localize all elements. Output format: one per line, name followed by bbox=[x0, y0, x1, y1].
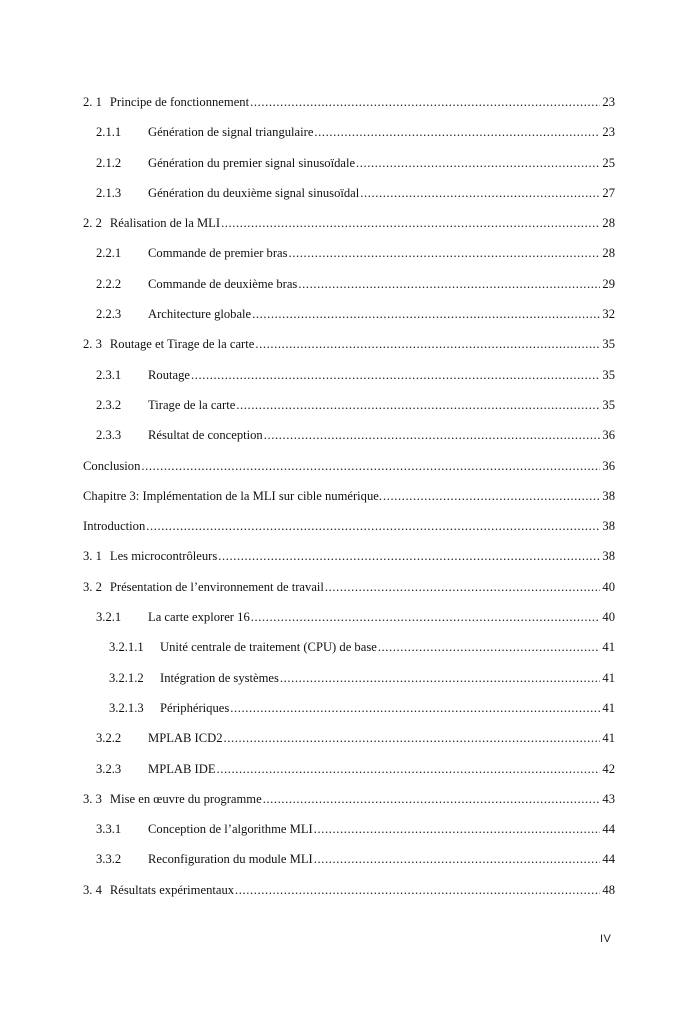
toc-dot-leader bbox=[383, 486, 600, 506]
toc-entry-title: Chapitre 3: Implémentation de la MLI sur cible numérique. bbox=[83, 488, 383, 503]
toc-dot-leader bbox=[255, 334, 600, 354]
toc-dot-leader bbox=[264, 425, 600, 445]
toc-dot-leader bbox=[298, 274, 600, 294]
toc-dot-leader bbox=[221, 213, 600, 233]
toc-entry-page: 36 bbox=[602, 428, 615, 443]
toc-entry-page: 42 bbox=[602, 761, 615, 776]
toc-entry-number: 2.1.1 bbox=[96, 125, 122, 140]
toc-entry[interactable] bbox=[83, 365, 615, 395]
toc-entry-page: 40 bbox=[602, 610, 615, 625]
toc-dot-leader bbox=[191, 365, 600, 385]
toc-entry[interactable] bbox=[83, 243, 615, 273]
toc-entry-number: 2.1.2 bbox=[96, 155, 122, 170]
toc-entry-title: Génération de signal triangulaire bbox=[148, 125, 314, 140]
toc-entry-number: 3. 4 bbox=[83, 882, 102, 897]
toc-dot-leader bbox=[146, 516, 600, 536]
toc-entry-page: 41 bbox=[602, 640, 615, 655]
toc-entry-page: 23 bbox=[602, 95, 615, 109]
toc-entry[interactable] bbox=[83, 92, 615, 122]
toc-entry-title: Routage et Tirage de la carte bbox=[109, 337, 255, 352]
toc-entry-title: MPLAB IDE bbox=[148, 761, 216, 776]
toc-entry-page: 27 bbox=[602, 185, 615, 200]
toc-entry[interactable] bbox=[83, 122, 615, 152]
toc-entry-page: 35 bbox=[602, 397, 615, 412]
toc-entry[interactable] bbox=[83, 213, 615, 243]
toc-entry-title: Résultat de conception bbox=[148, 428, 263, 443]
toc-entry-number: 2. 2 bbox=[83, 216, 102, 231]
toc-dot-leader bbox=[218, 546, 600, 566]
page-number: IV bbox=[600, 933, 612, 945]
toc-dot-leader bbox=[314, 122, 600, 142]
toc-entry-page: 32 bbox=[602, 307, 615, 322]
toc-entry[interactable] bbox=[83, 183, 615, 213]
toc-entry[interactable] bbox=[83, 789, 615, 819]
toc-entry-title: La carte explorer 16 bbox=[148, 610, 250, 625]
toc-entry-number: 2.1.3 bbox=[96, 185, 122, 200]
toc-entry[interactable] bbox=[83, 274, 615, 304]
toc-entry-number: 3.2.1.3 bbox=[109, 700, 144, 715]
toc-entry-title: Présentation de l’environnement de travail bbox=[109, 579, 324, 594]
toc-entry-page: 38 bbox=[602, 549, 615, 564]
toc-dot-leader bbox=[252, 304, 600, 324]
toc-entry-page: 44 bbox=[602, 822, 615, 837]
toc-entry[interactable] bbox=[83, 334, 615, 364]
toc-entry-number: 3.2.2 bbox=[96, 731, 122, 746]
toc-entry[interactable] bbox=[83, 153, 615, 183]
toc-dot-leader bbox=[236, 395, 600, 415]
toc-dot-leader bbox=[280, 668, 600, 688]
toc-entry-number: 3. 2 bbox=[83, 579, 102, 594]
toc-entry-number: 2.3.2 bbox=[96, 397, 122, 412]
toc-entry-title: Tirage de la carte bbox=[148, 397, 236, 412]
toc-dot-leader bbox=[263, 789, 600, 809]
toc-entry-title: Unité centrale de traitement (CPU) de base bbox=[160, 640, 377, 655]
toc-entry[interactable] bbox=[83, 637, 615, 667]
toc-entry[interactable] bbox=[83, 880, 615, 910]
toc-dot-leader bbox=[224, 728, 600, 748]
toc-entry[interactable] bbox=[83, 486, 615, 516]
toc-dot-leader bbox=[325, 577, 600, 597]
toc-entry-page: 38 bbox=[602, 488, 615, 503]
toc-dot-leader bbox=[314, 849, 600, 869]
toc-entry[interactable] bbox=[83, 577, 615, 607]
toc-entry-page: 28 bbox=[602, 216, 615, 231]
toc-entry-number: 2.2.1 bbox=[96, 246, 122, 261]
toc-entry-title: Mise en œuvre du programme bbox=[109, 791, 262, 806]
toc-entry-title: Conception de l’algorithme MLI bbox=[148, 822, 313, 837]
toc-entry-page: 43 bbox=[602, 791, 615, 806]
toc-entry-page: 23 bbox=[602, 125, 615, 140]
toc-entry-title: Principe de fonctionnement bbox=[109, 95, 250, 109]
toc-entry-number: 2.2.3 bbox=[96, 307, 122, 322]
toc-entry-page: 44 bbox=[602, 852, 615, 867]
toc-dot-leader bbox=[250, 92, 600, 112]
toc-entry-title: Commande de premier bras bbox=[148, 246, 288, 261]
toc-entry-number: 2. 1 bbox=[83, 95, 102, 109]
toc-entry-number: 2.3.3 bbox=[96, 428, 122, 443]
toc-entry-title: Périphériques bbox=[160, 700, 230, 715]
toc-dot-leader bbox=[378, 637, 600, 657]
toc-entry-title: Les microcontrôleurs bbox=[109, 549, 218, 564]
toc-entry-number: 3. 1 bbox=[83, 549, 102, 564]
toc-dot-leader bbox=[360, 183, 600, 203]
toc-entry-title: Réalisation de la MLI bbox=[109, 216, 221, 231]
toc-entry-title: Intégration de systèmes bbox=[160, 670, 279, 685]
toc-entry-number: 3.2.1 bbox=[96, 610, 122, 625]
toc-entry[interactable] bbox=[83, 425, 615, 455]
toc-dot-leader bbox=[217, 759, 600, 779]
toc-entry[interactable] bbox=[83, 304, 615, 334]
toc-entry-title: Génération du premier signal sinusoïdale bbox=[148, 155, 356, 170]
toc-entry-page: 35 bbox=[602, 367, 615, 382]
toc-entry[interactable] bbox=[83, 728, 615, 758]
toc-entry-page: 28 bbox=[602, 246, 615, 261]
toc-dot-leader bbox=[314, 819, 600, 839]
toc-dot-leader bbox=[289, 243, 600, 263]
toc-entry-title: Architecture globale bbox=[148, 307, 252, 322]
toc-entry-number: 3.2.1.1 bbox=[109, 640, 144, 655]
toc-dot-leader bbox=[251, 607, 600, 627]
toc-entry-title: Reconfiguration du module MLI bbox=[148, 852, 313, 867]
table-of-contents bbox=[83, 92, 615, 910]
toc-entry-page: 38 bbox=[602, 519, 615, 534]
toc-entry-title: Introduction bbox=[83, 519, 146, 534]
toc-entry[interactable] bbox=[83, 668, 615, 698]
toc-entry-title: Conclusion bbox=[83, 458, 141, 473]
toc-entry-title: MPLAB ICD2 bbox=[148, 731, 223, 746]
toc-entry[interactable] bbox=[83, 395, 615, 425]
toc-entry[interactable] bbox=[83, 546, 615, 576]
toc-entry-page: 41 bbox=[602, 731, 615, 746]
toc-entry[interactable] bbox=[83, 819, 615, 849]
toc-entry-page: 29 bbox=[602, 276, 615, 291]
toc-entry-number: 3. 3 bbox=[83, 791, 102, 806]
toc-entry-page: 40 bbox=[602, 579, 615, 594]
toc-entry-page: 41 bbox=[602, 670, 615, 685]
toc-entry-title: Routage bbox=[148, 367, 190, 382]
toc-entry[interactable] bbox=[83, 698, 615, 728]
toc-entry-page: 48 bbox=[602, 882, 615, 897]
toc-entry[interactable] bbox=[83, 516, 615, 546]
toc-entry-number: 2.3.1 bbox=[96, 367, 122, 382]
toc-entry-title: Génération du deuxième signal sinusoïdal bbox=[148, 185, 360, 200]
toc-entry-number: 2.2.2 bbox=[96, 276, 122, 291]
toc-entry[interactable] bbox=[83, 607, 615, 637]
toc-entry-title: Commande de deuxième bras bbox=[148, 276, 298, 291]
toc-entry[interactable] bbox=[83, 456, 615, 486]
toc-entry[interactable] bbox=[83, 759, 615, 789]
toc-dot-leader bbox=[141, 456, 600, 476]
toc-entry-page: 41 bbox=[602, 700, 615, 715]
toc-entry-number: 3.2.1.2 bbox=[109, 670, 144, 685]
toc-entry-page: 25 bbox=[602, 155, 615, 170]
toc-entry-number: 2. 3 bbox=[83, 337, 102, 352]
toc-entry-number: 3.2.3 bbox=[96, 761, 122, 776]
toc-entry-number: 3.3.2 bbox=[96, 852, 122, 867]
toc-entry-page: 36 bbox=[602, 458, 615, 473]
toc-entry-number: 3.3.1 bbox=[96, 822, 122, 837]
toc-dot-leader bbox=[230, 698, 600, 718]
toc-dot-leader bbox=[235, 880, 600, 900]
toc-entry-page: 35 bbox=[602, 337, 615, 352]
toc-entry-title: Résultats expérimentaux bbox=[109, 882, 235, 897]
toc-entry[interactable] bbox=[83, 849, 615, 879]
toc-dot-leader bbox=[356, 153, 600, 173]
